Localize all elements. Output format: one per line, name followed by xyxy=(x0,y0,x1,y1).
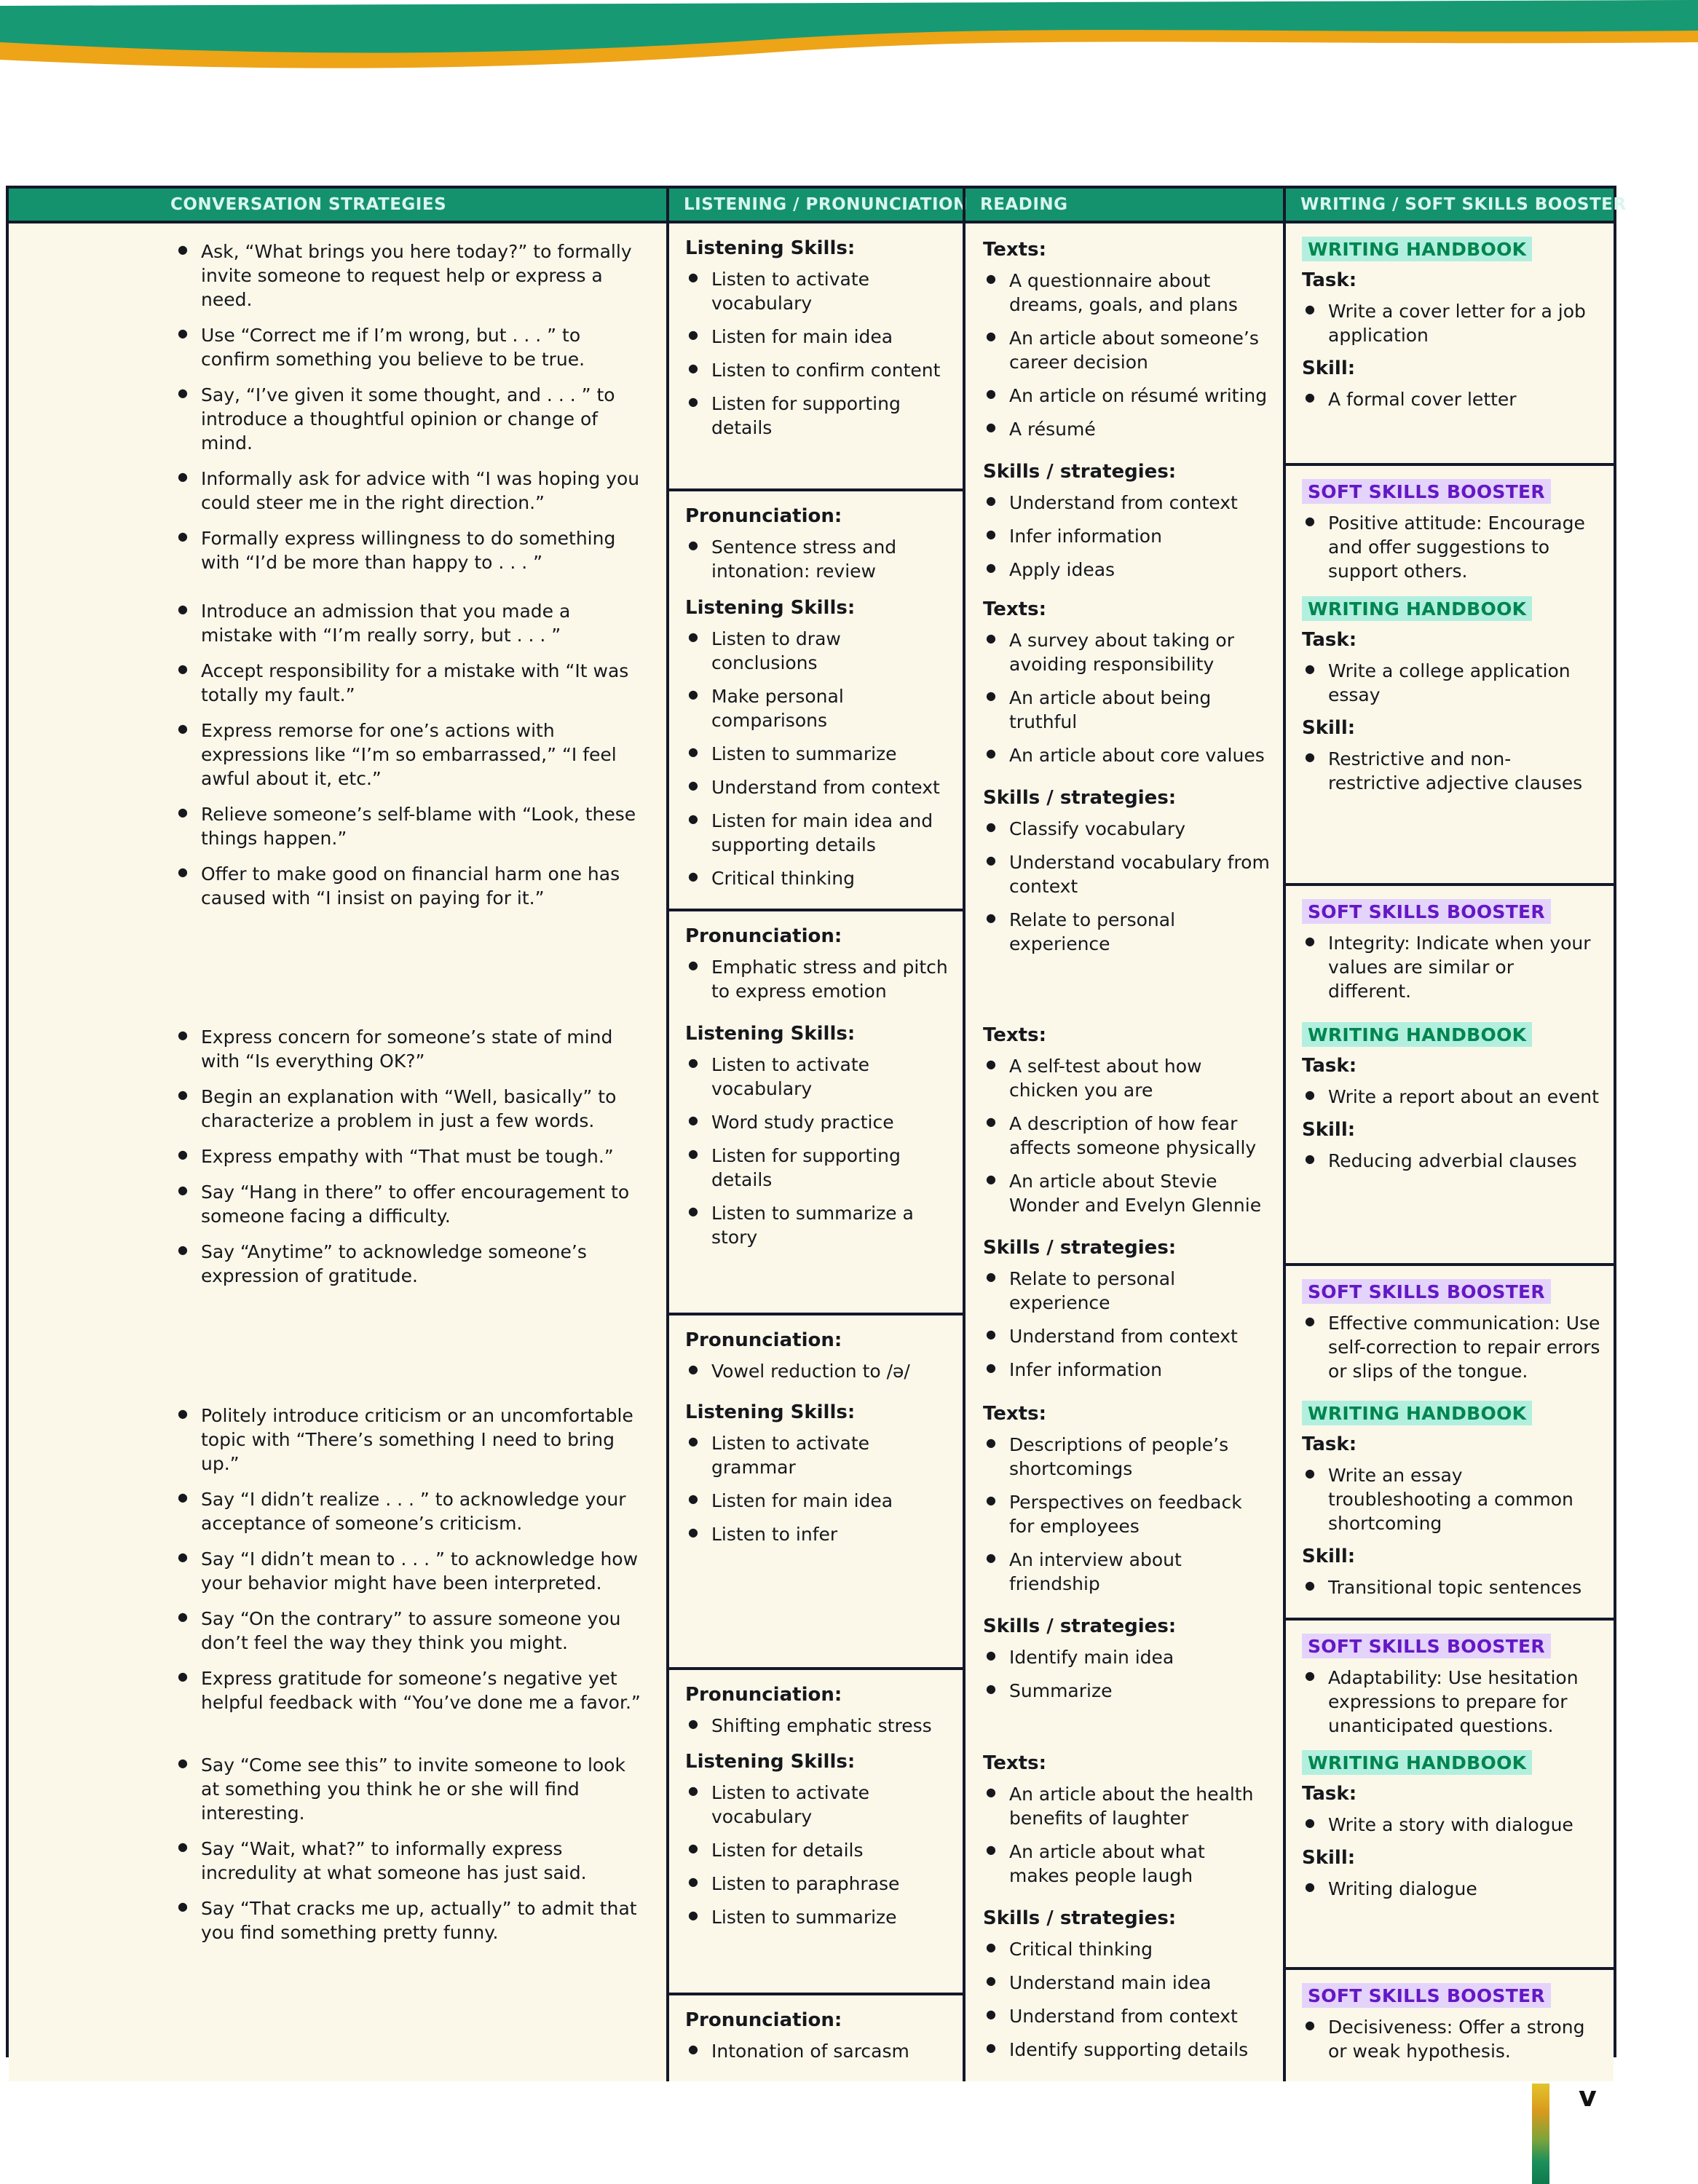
listening-skills-label: Listening Skills: xyxy=(685,1751,856,1773)
bullet-item: ● Listen for supporting details xyxy=(685,1144,951,1192)
soft-skills-booster-box xyxy=(1286,883,1614,1021)
header-reading: READING xyxy=(963,189,1283,221)
writing-handbook-box xyxy=(1286,1737,1614,1967)
reading-cell xyxy=(963,583,1283,1021)
bullet-item: ● A survey about taking or avoiding responsibility xyxy=(983,628,1270,676)
texts-label: Texts: xyxy=(983,1024,1046,1046)
conversation-list xyxy=(175,1025,646,1288)
bullet-item: ● Say “Anytime” to acknowledge someone’s expression of gratitude. xyxy=(175,1240,646,1288)
skills-strategies-label: Skills / strategies: xyxy=(983,460,1177,483)
scope-sequence-table xyxy=(6,186,1627,2062)
bullet-item: ● Integrity: Indicate when your values are similar or different. xyxy=(1302,931,1602,1003)
bullet-item: ● Write a story with dialogue xyxy=(1302,1813,1602,1837)
reading-cell xyxy=(963,1388,1283,1756)
soft-skills-booster-box xyxy=(1286,1618,1614,1756)
table-row xyxy=(9,1385,1614,1734)
task-label: Task: xyxy=(1302,1783,1357,1805)
pronunciation-label: Pronunciation: xyxy=(685,2009,842,2031)
reading-skills-list xyxy=(983,1267,1270,1382)
bullet-item: ● Relate to personal experience xyxy=(983,908,1270,956)
bullet-item: ● Accept responsibility for a mistake with “It was totally my fault.” xyxy=(175,659,646,707)
texts-label: Texts: xyxy=(983,239,1046,261)
bullet-item: ● An article about the health benefits of laughter xyxy=(983,1782,1270,1830)
task-label: Task: xyxy=(1302,1433,1357,1455)
skill-label: Skill: xyxy=(1302,1846,1356,1869)
bullet-item: ● Listen to paraphrase xyxy=(685,1872,951,1896)
soft-skills-booster-box xyxy=(1286,1263,1614,1401)
pronunciation-box xyxy=(669,1993,963,2081)
listening-skills-box xyxy=(669,583,963,909)
writing-cell xyxy=(1283,1388,1614,1756)
writing-task-list xyxy=(1302,1813,1602,1837)
writing-skill-list xyxy=(1302,747,1602,795)
bullet-item: ● Descriptions of people’s shortcomings xyxy=(983,1433,1270,1481)
writing-handbook-box xyxy=(1286,583,1614,883)
header-listening-pronunciation: LISTENING / PRONUNCIATION xyxy=(666,189,963,221)
bullet-item: ● A questionnaire about dreams, goals, and plans xyxy=(983,269,1270,317)
listening-skills-label: Listening Skills: xyxy=(685,237,856,259)
table-header-row xyxy=(9,189,1627,223)
bullet-item: ● Express remorse for one’s actions with expressions like “I’m so embarrassed,” “I feel awful about it, etc.” xyxy=(175,719,646,791)
bullet-item: ● Infer information xyxy=(983,1358,1270,1382)
listening-skills-label: Listening Skills: xyxy=(685,1023,856,1045)
bullet-item: ● Identify main idea xyxy=(983,1645,1270,1669)
task-label: Task: xyxy=(1302,1055,1357,1077)
writing-handbook-box xyxy=(1286,223,1614,463)
reading-cell xyxy=(963,223,1283,601)
soft-skills-booster-tag: SOFT SKILLS BOOSTER xyxy=(1302,479,1551,504)
texts-label: Texts: xyxy=(983,1403,1046,1425)
bullet-item: ● Offer to make good on financial harm one has caused with “I insist on paying for it.” xyxy=(175,862,646,910)
conversation-list xyxy=(175,240,646,574)
conversation-cell xyxy=(9,1737,666,2081)
writing-task-list xyxy=(1302,659,1602,707)
soft-skills-booster-box xyxy=(1286,1967,1614,2081)
listening-cell xyxy=(666,1009,963,1401)
bullet-item: ● A formal cover letter xyxy=(1302,387,1602,411)
bullet-item: ● Relieve someone’s self-blame with “Look, these things happen.” xyxy=(175,802,646,850)
bullet-item: ● Say “I didn’t mean to . . . ” to acknowledge how your behavior might have been interpreted. xyxy=(175,1547,646,1595)
bullet-item: ● An article about being truthful xyxy=(983,686,1270,734)
bullet-item: ● Say “Hang in there” to offer encouragement to someone facing a difficulty. xyxy=(175,1180,646,1228)
bullet-item: ● Informally ask for advice with “I was hoping you could steer me in the right direction.” xyxy=(175,467,646,515)
bullet-item: ● Express concern for someone’s state of mind with “Is everything OK?” xyxy=(175,1025,646,1073)
skills-strategies-label: Skills / strategies: xyxy=(983,1615,1177,1637)
writing-task-list xyxy=(1302,1085,1602,1109)
writing-cell xyxy=(1283,1737,1614,2081)
bullet-item: ● Politely introduce criticism or an uncomfortable topic with “There’s something I need to bring up.” xyxy=(175,1404,646,1476)
reading-skills-list xyxy=(983,491,1270,582)
skills-strategies-label: Skills / strategies: xyxy=(983,1907,1177,1929)
soft-skills-booster-tag: SOFT SKILLS BOOSTER xyxy=(1302,1279,1551,1304)
writing-skill-list xyxy=(1302,1149,1602,1173)
writing-skill-list xyxy=(1302,387,1602,411)
writing-handbook-tag: WRITING HANDBOOK xyxy=(1302,596,1532,621)
pronunciation-box xyxy=(669,909,963,1021)
bullet-item: ● Listen for main idea xyxy=(685,325,951,349)
bullet-item: ● Transitional topic sentences xyxy=(1302,1575,1602,1599)
listening-skills-list xyxy=(685,267,951,440)
bullet-item: ● Formally express willingness to do something with “I’d be more than happy to . . . ” xyxy=(175,526,646,574)
listening-skills-box xyxy=(669,1009,963,1313)
writing-handbook-tag: WRITING HANDBOOK xyxy=(1302,1750,1532,1775)
bullet-item: ● Say “That cracks me up, actually” to admit that you find something pretty funny. xyxy=(175,1896,646,1944)
bullet-item: ● An article about Stevie Wonder and Evelyn Glennie xyxy=(983,1169,1270,1217)
bullet-item: ● Listen to draw conclusions xyxy=(685,627,951,675)
texts-label: Texts: xyxy=(983,1752,1046,1774)
bullet-item: ● Understand from context xyxy=(983,1324,1270,1348)
bullet-item: ● Listen to activate vocabulary xyxy=(685,1781,951,1829)
listening-cell xyxy=(666,1388,963,1756)
writing-task-list xyxy=(1302,1463,1602,1535)
listening-skills-box xyxy=(669,1737,963,1993)
bullet-item: ● Listen to infer xyxy=(685,1522,951,1546)
bullet-item: ● Emphatic stress and pitch to express emotion xyxy=(685,955,951,1003)
writing-skill-list xyxy=(1302,1575,1602,1599)
skill-label: Skill: xyxy=(1302,1545,1356,1567)
bullet-item: ● An article about what makes people laugh xyxy=(983,1840,1270,1888)
bullet-item: ● Critical thinking xyxy=(983,1937,1270,1961)
bullet-item: ● Say “I didn’t realize . . . ” to acknowledge your acceptance of someone’s criticism. xyxy=(175,1487,646,1535)
skill-label: Skill: xyxy=(1302,716,1356,739)
listening-skills-list xyxy=(685,1053,951,1249)
bullet-item: ● Infer information xyxy=(983,524,1270,548)
bullet-item: ● Listen to summarize xyxy=(685,742,951,766)
bullet-item: ● Reducing adverbial clauses xyxy=(1302,1149,1602,1173)
listening-skills-label: Listening Skills: xyxy=(685,597,856,619)
listening-skills-list xyxy=(685,1781,951,1929)
reading-texts-list xyxy=(983,269,1270,441)
bullet-item: ● An article about someone’s career decision xyxy=(983,326,1270,374)
reading-skills-list xyxy=(983,1937,1270,2062)
bullet-item: ● Listen to activate vocabulary xyxy=(685,1053,951,1101)
skills-strategies-label: Skills / strategies: xyxy=(983,786,1177,809)
reading-skills-list xyxy=(983,1645,1270,1703)
bullet-item: ● Effective communication: Use self-correction to repair errors or slips of the tongue. xyxy=(1302,1311,1602,1383)
bullet-item: ● Say “On the contrary” to assure someone you don’t feel the way they think you might. xyxy=(175,1607,646,1655)
pronunciation-list xyxy=(685,1714,951,1738)
skill-label: Skill: xyxy=(1302,357,1356,379)
header-writing-soft-skills: WRITING / SOFT SKILLS BOOSTER xyxy=(1283,189,1614,221)
writing-handbook-tag: WRITING HANDBOOK xyxy=(1302,237,1532,261)
conversation-cell xyxy=(9,1388,666,1756)
pronunciation-list xyxy=(685,1359,951,1383)
bullet-item: ● Perspectives on feedback for employees xyxy=(983,1490,1270,1538)
bullet-item: ● Classify vocabulary xyxy=(983,817,1270,841)
bullet-item: ● Express empathy with “That must be tough.” xyxy=(175,1144,646,1168)
writing-cell xyxy=(1283,583,1614,1021)
bullet-item: ● Listen for supporting details xyxy=(685,392,951,440)
bullet-item: ● Intonation of sarcasm xyxy=(685,2039,951,2063)
reading-texts-list xyxy=(983,628,1270,767)
pronunciation-label: Pronunciation: xyxy=(685,1329,842,1351)
task-label: Task: xyxy=(1302,629,1357,651)
pronunciation-list xyxy=(685,535,951,583)
bullet-item: ● Summarize xyxy=(983,1679,1270,1703)
listening-skills-list xyxy=(685,627,951,890)
conversation-cell xyxy=(9,583,666,1021)
soft-skills-booster-tag: SOFT SKILLS BOOSTER xyxy=(1302,899,1551,924)
soft-skills-list xyxy=(1302,511,1602,583)
listening-skills-box xyxy=(669,1388,963,1667)
writing-skill-list xyxy=(1302,1877,1602,1901)
task-label: Task: xyxy=(1302,269,1357,291)
bullet-item: ● Listen for main idea xyxy=(685,1489,951,1513)
bullet-item: ● Use “Correct me if I’m wrong, but . . . ” to confirm something you believe to be true. xyxy=(175,323,646,371)
bullet-item: ● A self-test about how chicken you are xyxy=(983,1054,1270,1102)
bullet-item: ● Say, “I’ve given it some thought, and . . . ” to introduce a thoughtful opinion or change of mind. xyxy=(175,383,646,455)
bullet-item: ● Understand from context xyxy=(983,2004,1270,2028)
bullet-item: ● Ask, “What brings you here today?” to formally invite someone to request help or express a need. xyxy=(175,240,646,312)
bullet-item: ● Understand vocabulary from context xyxy=(983,850,1270,898)
skill-label: Skill: xyxy=(1302,1118,1356,1141)
bullet-item: ● Identify supporting details xyxy=(983,2038,1270,2062)
bullet-item: ● Vowel reduction to /ə/ xyxy=(685,1359,951,1383)
listening-cell xyxy=(666,1737,963,2081)
bullet-item: ● Say “Come see this” to invite someone to look at something you think he or she will find interesting. xyxy=(175,1753,646,1825)
bullet-item: ● Listen for details xyxy=(685,1838,951,1862)
bullet-item: ● Understand from context xyxy=(685,775,951,799)
conversation-cell xyxy=(9,223,666,601)
skills-strategies-label: Skills / strategies: xyxy=(983,1236,1177,1259)
soft-skills-booster-tag: SOFT SKILLS BOOSTER xyxy=(1302,1983,1551,2008)
writing-cell xyxy=(1283,223,1614,601)
writing-cell xyxy=(1283,1009,1614,1401)
table-row xyxy=(9,1006,1614,1385)
writing-handbook-box xyxy=(1286,1388,1614,1618)
bullet-item: ● Adaptability: Use hesitation expressions to prepare for unanticipated questions. xyxy=(1302,1666,1602,1738)
listening-skills-list xyxy=(685,1431,951,1546)
table-body xyxy=(9,223,1614,2062)
bullet-item: ● An article on résumé writing xyxy=(983,384,1270,408)
bullet-item: ● Listen to confirm content xyxy=(685,358,951,382)
conversation-cell xyxy=(9,1009,666,1401)
bullet-item: ● Restrictive and non-restrictive adjective clauses xyxy=(1302,747,1602,795)
listening-cell xyxy=(666,223,963,601)
soft-skills-list xyxy=(1302,1311,1602,1383)
listening-cell xyxy=(666,583,963,1021)
listening-skills-label: Listening Skills: xyxy=(685,1401,856,1423)
pronunciation-list xyxy=(685,955,951,1003)
conversation-list xyxy=(175,599,646,910)
bullet-item: ● Listen to summarize a story xyxy=(685,1201,951,1249)
bullet-item: ● Apply ideas xyxy=(983,558,1270,582)
page-number: v xyxy=(1579,2081,1597,2113)
bullet-item: ● Write a cover letter for a job application xyxy=(1302,299,1602,347)
reading-skills-list xyxy=(983,817,1270,956)
bullet-item: ● Make personal comparisons xyxy=(685,684,951,732)
writing-task-list xyxy=(1302,299,1602,347)
bullet-item: ● Understand from context xyxy=(983,491,1270,515)
pronunciation-list xyxy=(685,2039,951,2063)
bullet-item: ● Introduce an admission that you made a mistake with “I’m really sorry, but . . . ” xyxy=(175,599,646,647)
bullet-item: ● Listen to summarize xyxy=(685,1905,951,1929)
bullet-item: ● Write a college application essay xyxy=(1302,659,1602,707)
footer-gradient-bar xyxy=(1532,2084,1549,2184)
writing-handbook-box xyxy=(1286,1009,1614,1263)
pronunciation-label: Pronunciation: xyxy=(685,925,842,947)
bullet-item: ● Relate to personal experience xyxy=(983,1267,1270,1315)
bullet-item: ● Decisiveness: Offer a strong or weak hypothesis. xyxy=(1302,2015,1602,2063)
bullet-item: ● Listen to activate vocabulary xyxy=(685,267,951,315)
soft-skills-booster-box xyxy=(1286,463,1614,601)
bullet-item: ● Shifting emphatic stress xyxy=(685,1714,951,1738)
listening-skills-box xyxy=(669,223,963,488)
reading-texts-list xyxy=(983,1782,1270,1888)
soft-skills-list xyxy=(1302,1666,1602,1738)
pronunciation-label: Pronunciation: xyxy=(685,1683,842,1706)
texts-label: Texts: xyxy=(983,598,1046,620)
pronunciation-label: Pronunciation: xyxy=(685,505,842,527)
bullet-item: ● Express gratitude for someone’s negative yet helpful feedback with “You’ve done me a favor.” xyxy=(175,1666,646,1714)
table-row xyxy=(9,580,1614,1006)
soft-skills-list xyxy=(1302,2015,1602,2063)
bullet-item: ● An interview about friendship xyxy=(983,1548,1270,1596)
bullet-item: ● Write an essay troubleshooting a common shortcoming xyxy=(1302,1463,1602,1535)
bullet-item: ● Begin an explanation with “Well, basically” to characterize a problem in just a few words. xyxy=(175,1085,646,1133)
soft-skills-booster-tag: SOFT SKILLS BOOSTER xyxy=(1302,1634,1551,1658)
top-wave-decoration xyxy=(0,0,1698,102)
reading-texts-list xyxy=(983,1054,1270,1217)
table-row xyxy=(9,1734,1614,2062)
conversation-list xyxy=(175,1404,646,1714)
bullet-item: ● Say “Wait, what?” to informally express incredulity at what someone has just said. xyxy=(175,1837,646,1885)
writing-handbook-tag: WRITING HANDBOOK xyxy=(1302,1401,1532,1425)
bullet-item: ● A description of how fear affects someone physically xyxy=(983,1112,1270,1160)
bullet-item: ● Writing dialogue xyxy=(1302,1877,1602,1901)
bullet-item: ● Write a report about an event xyxy=(1302,1085,1602,1109)
reading-texts-list xyxy=(983,1433,1270,1596)
bullet-item: ● Positive attitude: Encourage and offer suggestions to support others. xyxy=(1302,511,1602,583)
reading-cell xyxy=(963,1737,1283,2081)
reading-cell xyxy=(963,1009,1283,1401)
table-row xyxy=(9,223,1614,580)
bullet-item: ● A résumé xyxy=(983,417,1270,441)
bullet-item: ● Listen to activate grammar xyxy=(685,1431,951,1479)
header-conversation-strategies: CONVERSATION STRATEGIES xyxy=(170,195,447,214)
bullet-item: ● An article about core values xyxy=(983,743,1270,767)
conversation-list xyxy=(175,1753,646,1944)
bullet-item: ● Word study practice xyxy=(685,1110,951,1134)
bullet-item: ● Critical thinking xyxy=(685,866,951,890)
soft-skills-list xyxy=(1302,931,1602,1003)
writing-handbook-tag: WRITING HANDBOOK xyxy=(1302,1022,1532,1047)
bullet-item: ● Listen for main idea and supporting details xyxy=(685,809,951,857)
bullet-item: ● Sentence stress and intonation: review xyxy=(685,535,951,583)
bullet-item: ● Understand main idea xyxy=(983,1971,1270,1995)
